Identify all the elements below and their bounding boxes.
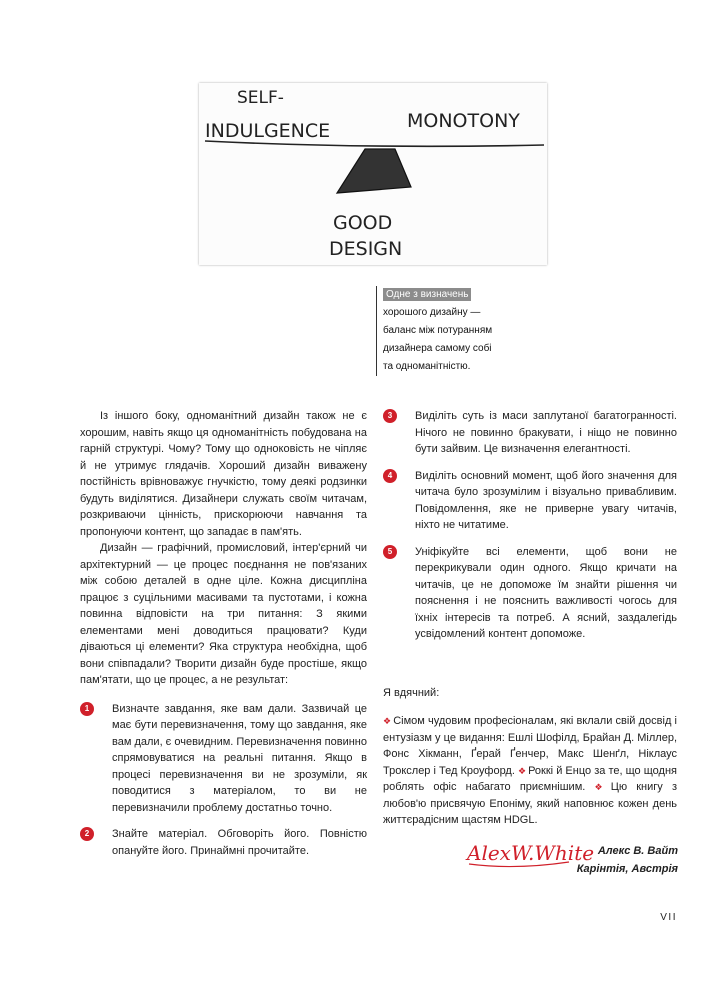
- number-badge: 4: [383, 469, 397, 483]
- sketch-label-good: GOOD: [333, 212, 393, 234]
- list-item: [383, 408, 677, 458]
- sketch-illustration: [199, 83, 547, 265]
- author-name: Алекс В. Вайт: [597, 845, 678, 857]
- bullet-mark-icon: ❖: [383, 716, 392, 726]
- sketch-label-self: SELF-: [237, 88, 284, 108]
- list-item: [80, 701, 367, 817]
- list-item-text: Виділіть основний момент, щоб його значення для читача було зрозумілим і візуально привабливим. Повідомлення, яке не приверне увагу читачів, ніхто не читатиме.: [415, 469, 677, 531]
- page-number: VII: [660, 912, 677, 923]
- number-badge: 1: [80, 702, 94, 716]
- sketch-label-monotony: MONOTONY: [407, 110, 520, 132]
- sketch-fulcrum-triangle: [337, 149, 411, 193]
- sketch-label-design: DESIGN: [329, 238, 403, 260]
- thanks-paragraph: [383, 713, 677, 829]
- body-paragraph: Із іншого боку, одноманітний дизайн також не є хорошим, навіть якщо ця одноманітність побудована на гарній структурі. Чому? Тому що одноковість не чіпляє й не утримує глядачів. Хороший дизайн виважену постійність врівноважує гнучкістю, тому деякі родзинки будуть виділятися. Дизайнери служать своїм читачам, розкриваючи цінність, прискорюючи навчання та пропонуючи контент, що западає в пам'ять.: [80, 410, 367, 538]
- image-caption: [376, 286, 543, 376]
- caption-line: та одноманітністю.: [383, 361, 471, 372]
- signature-drawing: [465, 834, 595, 872]
- thanks-text: Роккі й Енцо за те, що щодня роблять офіс набагато приємнішим.: [383, 764, 677, 793]
- number-badge: 2: [80, 827, 94, 841]
- thanks-heading: Я вдячний:: [383, 686, 440, 699]
- body-paragraph: Дизайн — графічний, промисловий, інтер'єрний чи архітектурний — це процес поєднання не пов'язаних між собою деталей в одне ціле. Кожна дисципліна працює з суцільними масивами та пустотами, і кожна повинна відповісти на три питання: З якими елементами мені доводиться працювати? Куди діваються ці елементи? Яка структура необхідна, щоб вони співпадали? Творити дизайн буде простіше, якщо пам'ятати, що це процес, а не результат:: [80, 542, 367, 686]
- caption-line: хорошого дизайну —: [383, 307, 481, 318]
- list-item-text: Знайте матеріал. Обговоріть його. Повністю опануйте його. Принаймні прочитайте.: [112, 828, 367, 857]
- thanks-text: Сімом чудовим професіоналам, які вклали свій досвід і ентузіазм у це видання: Ешлі Шофілд, Брайан Д. Міллер, Фонс Хікманн, Ґерай Ґенчер, Макс Шенґл, Ніклаус Трокслер і Тед Кроуфорд.: [383, 715, 677, 777]
- number-badge: 3: [383, 409, 397, 423]
- right-column: [383, 408, 677, 829]
- list-item: [383, 468, 677, 534]
- sketch-label-indulgence: INDULGENCE: [205, 120, 331, 142]
- list-item: [383, 544, 677, 643]
- number-badge: 5: [383, 545, 397, 559]
- caption-highlight: Одне з визначень: [383, 288, 471, 301]
- list-item-text: Виділіть суть із маси заплутаної багатогранності. Нічого не повинно бракувати, і ніщо не повинно бути зайвим. Це визначення елегантності.: [415, 410, 677, 455]
- list-item: [80, 826, 367, 859]
- left-column: [80, 408, 367, 859]
- caption-line: баланс між потуранням: [383, 325, 493, 336]
- list-item-text: Уніфікуйте всі елементи, щоб вони не перекрикували один одного. Якщо кричати на читачів, це не допоможе їм знайти рішення чи пояснення і не пояснить важливості чогось для їхніх інтересів та потреб. А ясний, заздалегідь усвідомлений контент допоможе.: [415, 545, 677, 640]
- list-item-text: Визначте завдання, яке вам дали. Зазвичай це має бути перевизначення, тому що завдання, яке вам дали, є очевидним. Перевизначення повинно спрямовуватися на реальні питання. Якщо в процесі перевизначення ви не зрозуміли, як поводитися з матеріалом, то ви не перевизначили проблему достатньо точно.: [112, 702, 367, 814]
- balance-sketch: [199, 83, 547, 265]
- bullet-mark-icon: ❖: [517, 765, 527, 776]
- thanks-text: Цю книгу з любов'ю присвячую Епоніму, який наповнює кожен день життєрадісним щастям HDGL.: [383, 781, 677, 826]
- author-block: [577, 842, 678, 878]
- caption-line: дизайнера самому собі: [383, 343, 492, 354]
- signature-text: AlexW.White: [467, 841, 595, 865]
- author-place: Карінтія, Австрія: [576, 863, 678, 875]
- bullet-mark-icon: ❖: [594, 782, 609, 792]
- author-signature: [465, 834, 595, 872]
